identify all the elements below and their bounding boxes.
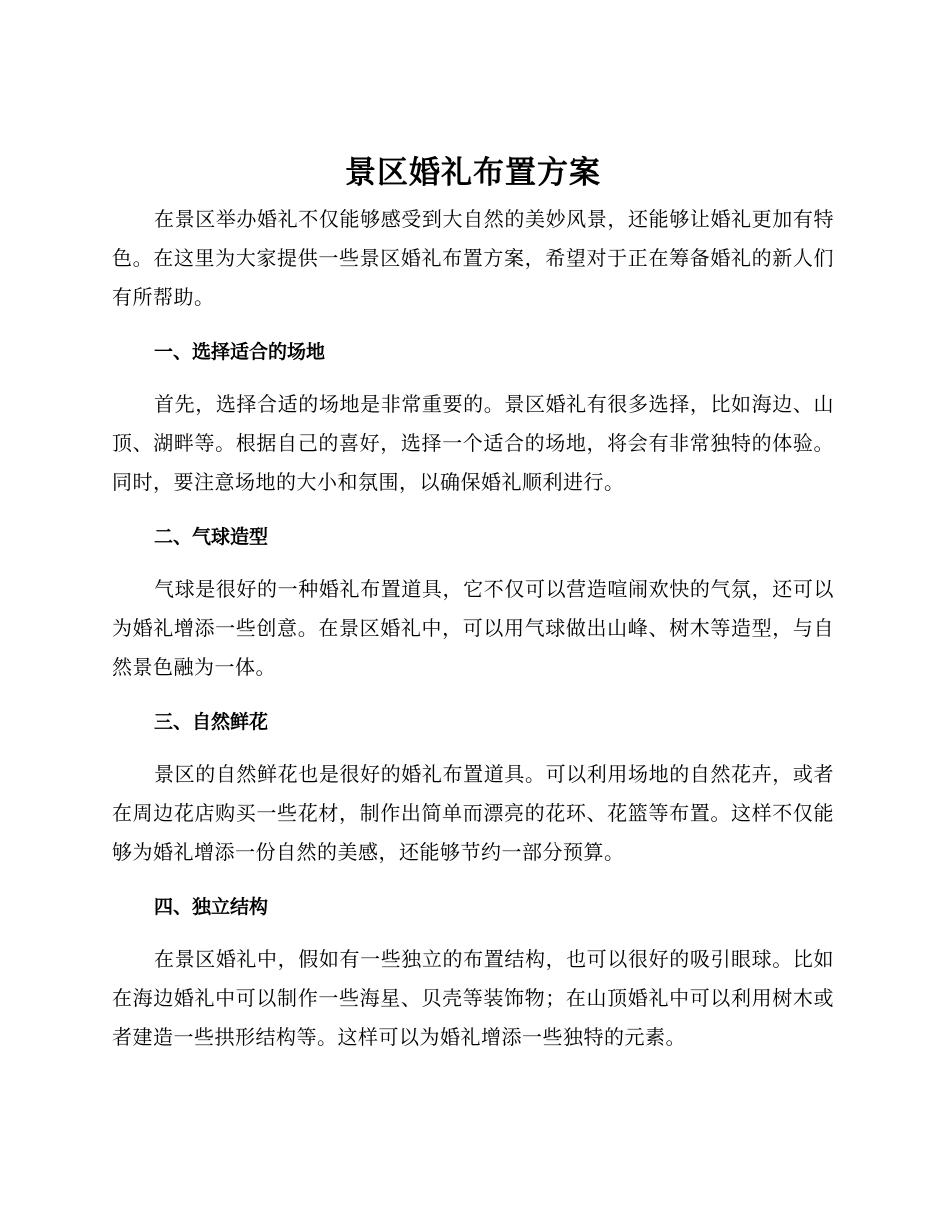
document-page: [112, 150, 834, 1057]
document-title: 景区婚礼布置方案: [345, 155, 601, 191]
section-body-structures: 在景区婚礼中，假如有一些独立的布置结构，也可以很好的吸引眼球。比如在海边婚礼中可以制作一些海星、贝壳等装饰物；在山顶婚礼中可以利用树木或者建造一些拱形结构等。这样可以为婚礼增添一些独特的元素。: [112, 947, 834, 1049]
intro-paragraph: 在景区举办婚礼不仅能够感受到大自然的美妙风景，还能够让婚礼更加有特色。在这里为大家提供一些景区婚礼布置方案，希望对于正在筹备婚礼的新人们有所帮助。: [112, 207, 834, 309]
section-heading-flowers: 三、自然鲜花: [154, 711, 269, 733]
section-heading-structures: 四、独立结构: [154, 896, 269, 918]
section-body-venue: 首先，选择合适的场地是非常重要的。景区婚礼有很多选择，比如海边、山顶、湖畔等。根据自己的喜好，选择一个适合的场地，将会有非常独特的体验。同时，要注意场地的大小和氛围，以确保婚礼顺利进行。: [112, 392, 834, 494]
section-heading-venue: 一、选择适合的场地: [154, 341, 326, 363]
section-body-flowers: 景区的自然鲜花也是很好的婚礼布置道具。可以利用场地的自然花卉，或者在周边花店购买一些花材，制作出简单而漂亮的花环、花篮等布置。这样不仅能够为婚礼增添一份自然的美感，还能够节约一部分预算。: [112, 762, 834, 864]
section-body-balloons: 气球是很好的一种婚礼布置道具，它不仅可以营造喧闹欢快的气氛，还可以为婚礼增添一些创意。在景区婚礼中，可以用气球做出山峰、树木等造型，与自然景色融为一体。: [112, 577, 834, 679]
section-heading-balloons: 二、气球造型: [154, 526, 269, 548]
